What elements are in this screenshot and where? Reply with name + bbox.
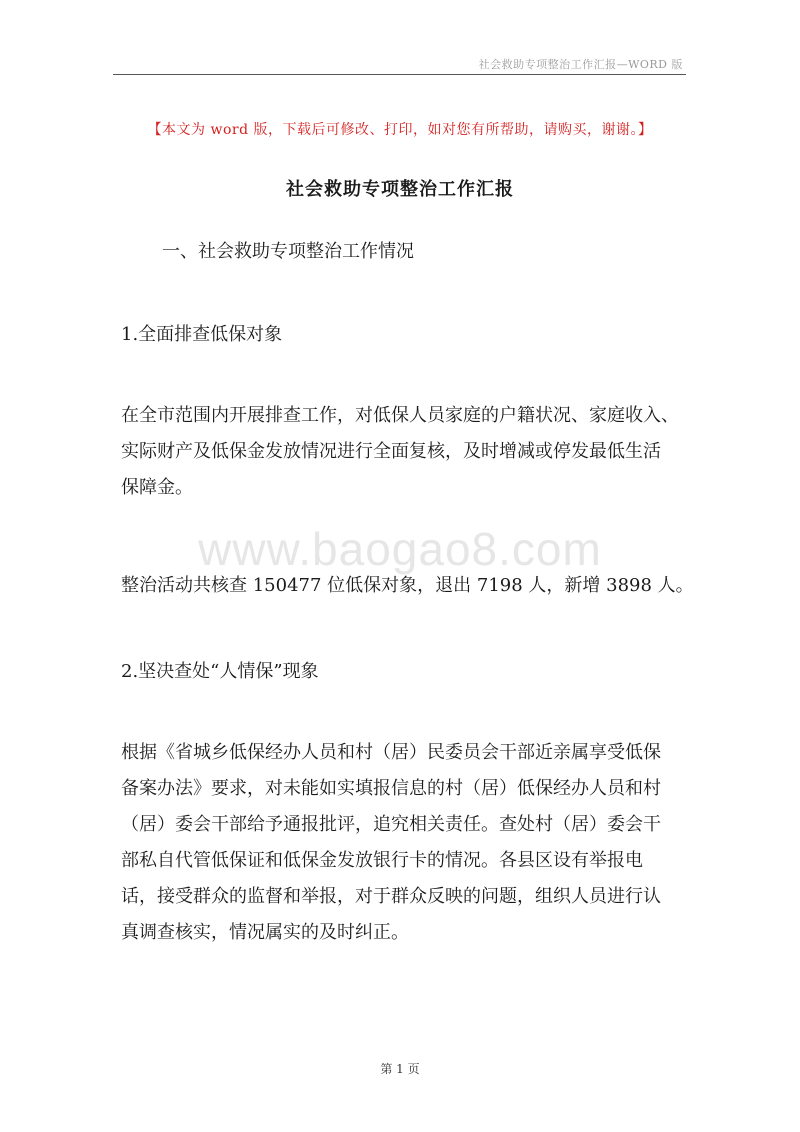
purchase-notice: 【本文为 word 版，下载后可修改、打印，如对您有所帮助，请购买，谢谢。】: [147, 122, 653, 138]
paragraph-line: （居）委会干部给予通报批评，追究相关责任。查处村（居）委会干: [121, 814, 661, 835]
section-heading: 一、社会救助专项整治工作情况: [162, 241, 414, 262]
paragraph-2: [121, 568, 694, 604]
paragraph-3: [121, 735, 683, 951]
header-divider: [113, 74, 686, 75]
document-title: 社会救助专项整治工作汇报: [286, 179, 514, 200]
subheading-2: 2.坚决查处“人情保”现象: [121, 661, 319, 682]
paragraph-line: 真调查核实，情况属实的及时纠正。: [121, 922, 409, 943]
paragraph-line: 根据《省城乡低保经办人员和村（居）民委员会干部近亲属享受低保: [121, 742, 661, 763]
paragraph-line: 部私自代管低保证和低保金发放银行卡的情况。各县区设有举报电: [121, 850, 643, 871]
watermark: www.baogao8.com: [198, 523, 602, 575]
page-number: 第 1 页: [380, 1062, 420, 1076]
paragraph-line: 备案办法》要求，对未能如实填报信息的村（居）低保经办人员和村: [121, 778, 661, 799]
subheading-1: 1.全面排查低保对象: [121, 324, 283, 345]
paragraph-1: [121, 398, 683, 506]
paragraph-line: 实际财产及低保金发放情况进行全面复核，及时增减或停发最低生活: [121, 441, 661, 462]
paragraph-line: 话，接受群众的监督和举报，对于群众反映的问题，组织人员进行认: [121, 886, 661, 907]
running-header: 社会救助专项整治工作汇报—WORD 版: [478, 58, 683, 71]
paragraph-line: 在全市范围内开展排查工作，对低保人员家庭的户籍状况、家庭收入、: [121, 405, 679, 426]
paragraph-line: 整治活动共核查 150477 位低保对象，退出 7198 人，新增 3898 人。: [121, 575, 694, 596]
paragraph-line: 保障金。: [121, 477, 193, 498]
